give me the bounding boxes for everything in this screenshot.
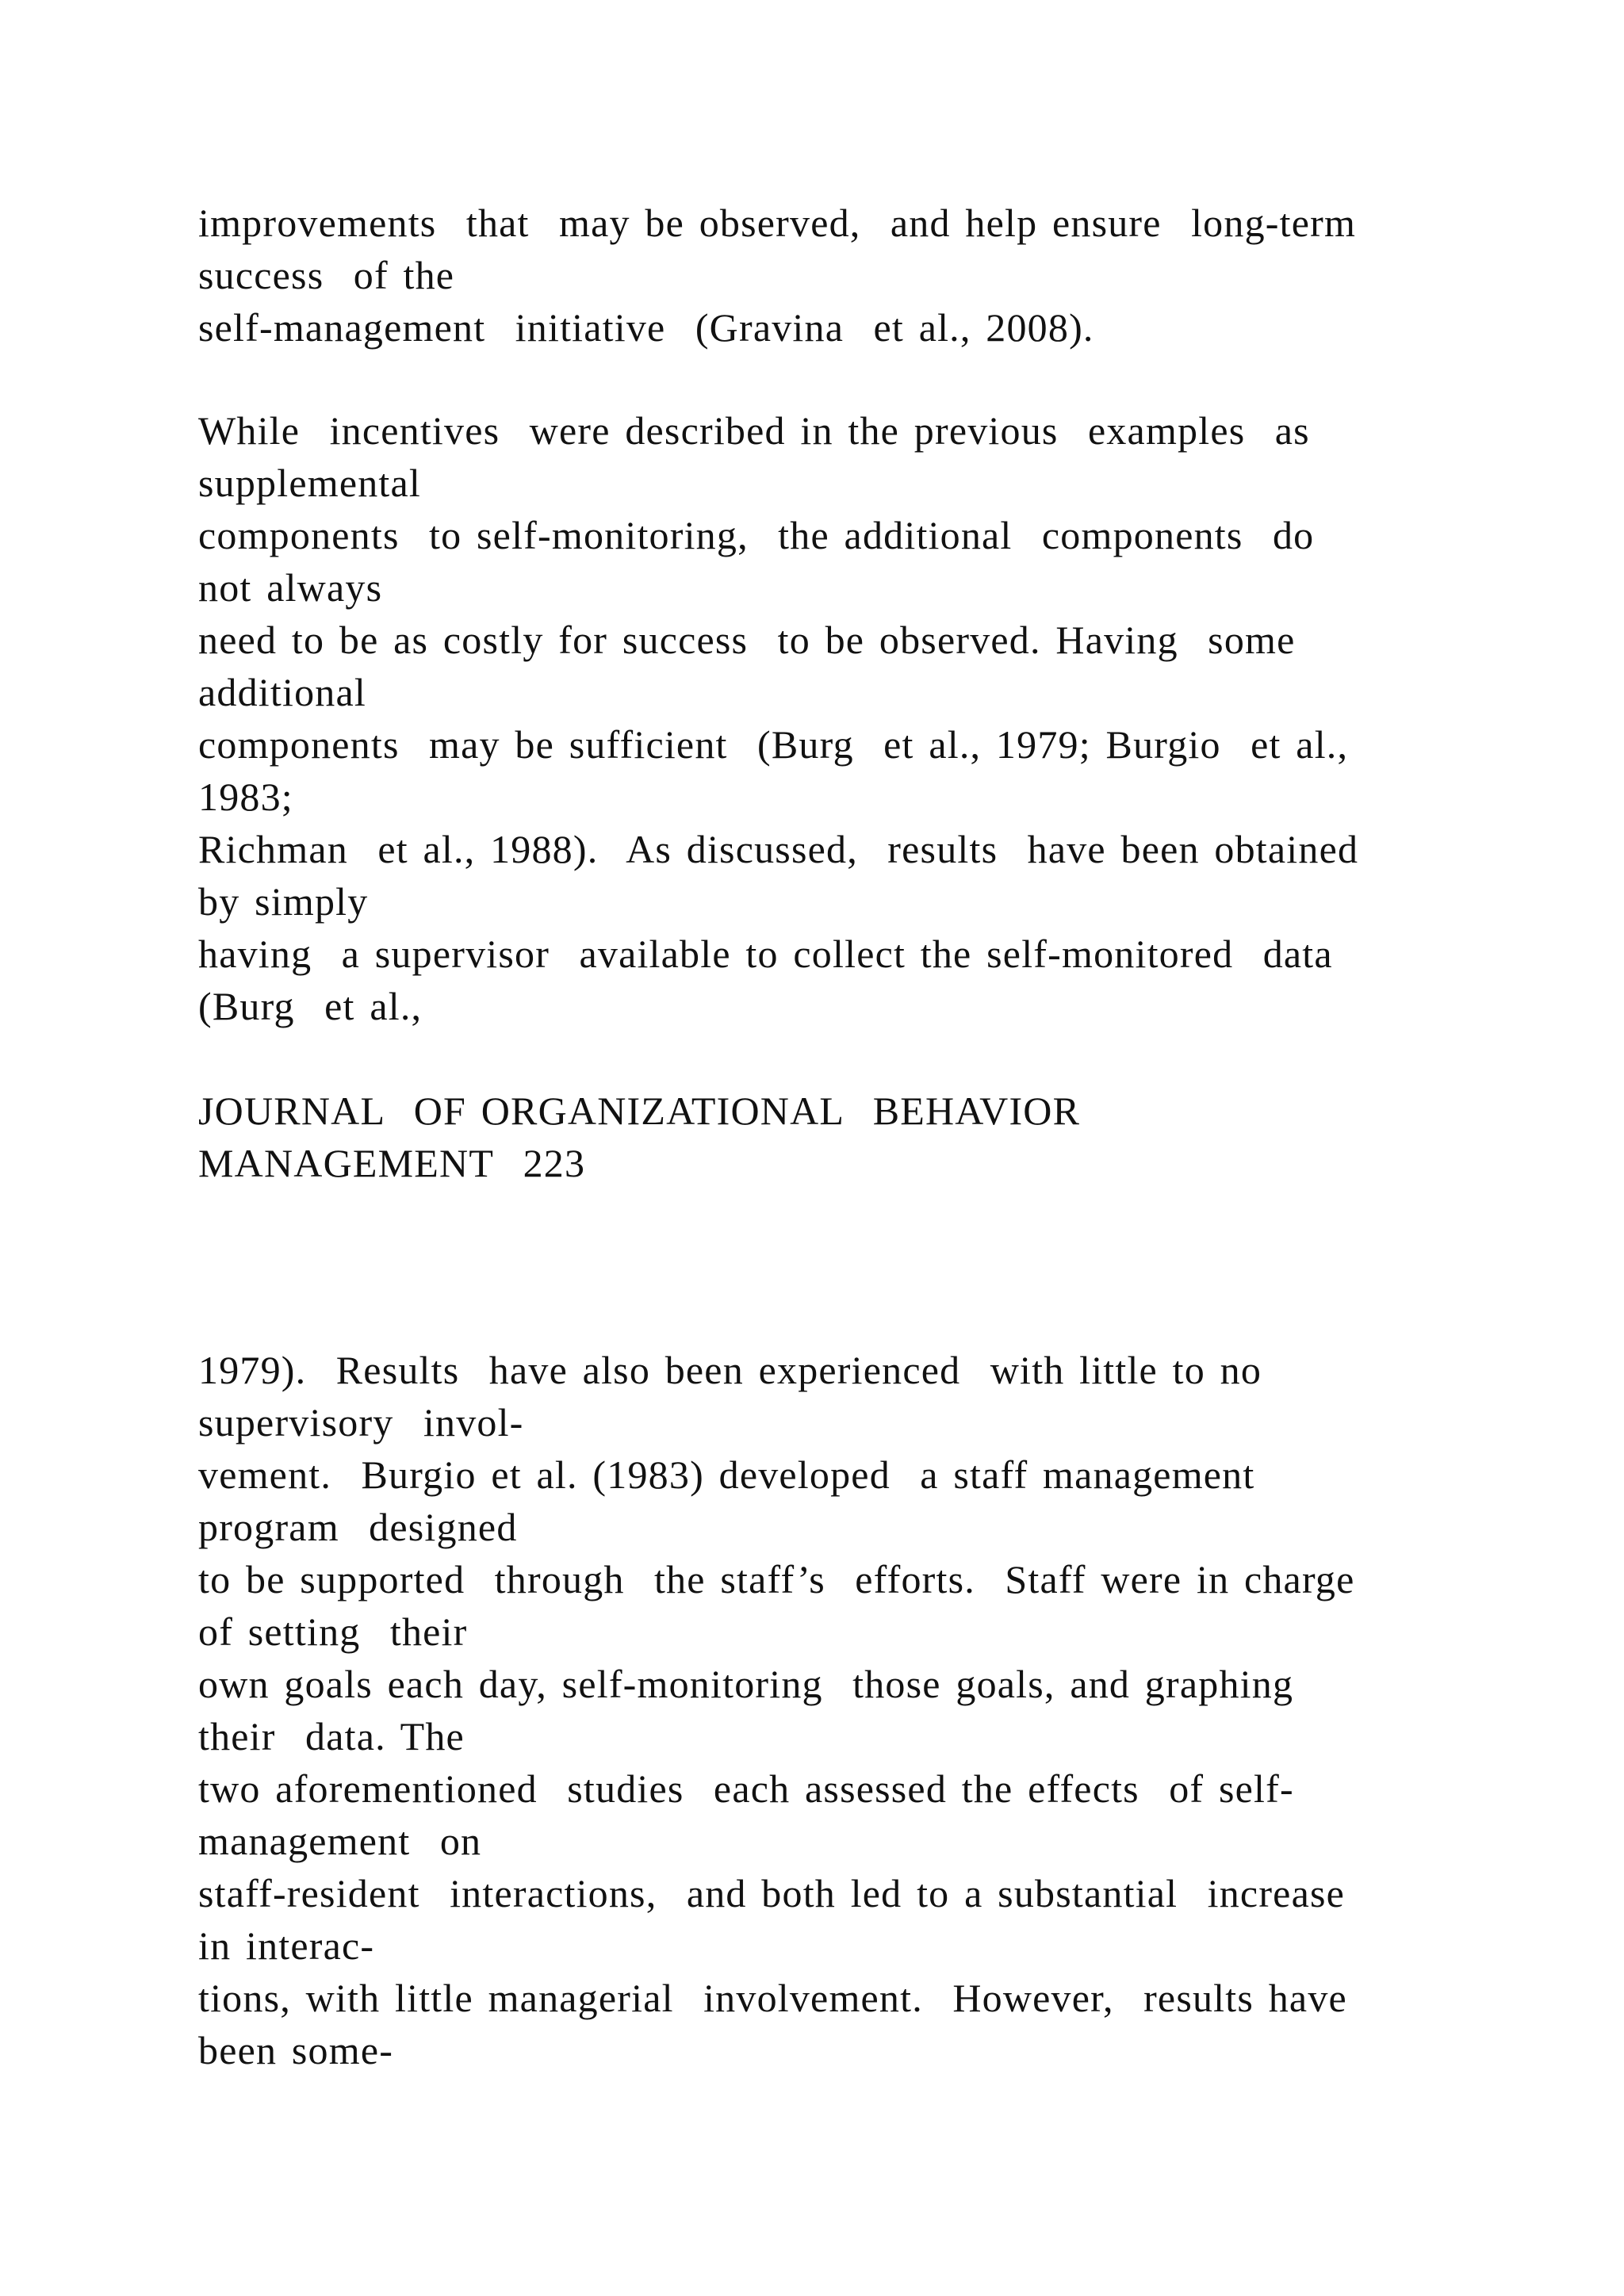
text-line: tions, with little managerial involvement. However, results have bbox=[198, 1976, 1347, 2020]
text-line: management on bbox=[198, 1819, 482, 1863]
text-line: program designed bbox=[198, 1505, 518, 1549]
paragraph-1 bbox=[198, 197, 1507, 354]
running-head bbox=[198, 1085, 1507, 1189]
text-line: vement. Burgio et al. (1983) developed a staff management bbox=[198, 1452, 1255, 1497]
text-line: of setting their bbox=[198, 1609, 468, 1654]
running-head-line: JOURNAL OF ORGANIZATIONAL BEHAVIOR bbox=[198, 1089, 1081, 1133]
text-line: not always bbox=[198, 565, 383, 610]
text-line: While incentives were described in the previous examples as bbox=[198, 408, 1310, 453]
text-line: having a supervisor available to collect the self-monitored data bbox=[198, 932, 1333, 976]
text-line: to be supported through the staff’s efforts. Staff were in charge bbox=[198, 1557, 1355, 1601]
text-line: (Burg et al., bbox=[198, 984, 423, 1028]
text-line: supervisory invol- bbox=[198, 1400, 524, 1445]
text-line: improvements that may be observed, and help ensure long-term bbox=[198, 201, 1357, 245]
text-line: own goals each day, self-monitoring those goals, and graphing bbox=[198, 1662, 1294, 1706]
running-head-line: MANAGEMENT 223 bbox=[198, 1141, 586, 1185]
paragraph-3 bbox=[198, 1344, 1507, 2076]
text-line: additional bbox=[198, 670, 366, 714]
text-line: success of the bbox=[198, 253, 455, 297]
text-line: in interac- bbox=[198, 1923, 375, 1968]
text-line: self-management initiative (Gravina et al., 2008). bbox=[198, 305, 1094, 350]
text-line: 1983; bbox=[198, 775, 293, 819]
text-line: components to self-monitoring, the additional components do bbox=[198, 513, 1315, 557]
text-line: 1979). Results have also been experienced with little to no bbox=[198, 1348, 1262, 1392]
paragraph-2 bbox=[198, 404, 1507, 1032]
text-line: Richman et al., 1988). As discussed, results have been obtained bbox=[198, 827, 1359, 871]
text-line: by simply bbox=[198, 879, 369, 924]
text-line: components may be sufficient (Burg et al., 1979; Burgio et al., bbox=[198, 722, 1349, 767]
text-line: staff-resident interactions, and both led to a substantial increase bbox=[198, 1871, 1346, 1915]
text-line: their data. The bbox=[198, 1714, 465, 1758]
text-line: need to be as costly for success to be observed. Having some bbox=[198, 618, 1296, 662]
text-line: been some- bbox=[198, 2028, 394, 2072]
text-line: supplemental bbox=[198, 461, 422, 505]
text-line: two aforementioned studies each assessed the effects of self- bbox=[198, 1766, 1294, 1811]
